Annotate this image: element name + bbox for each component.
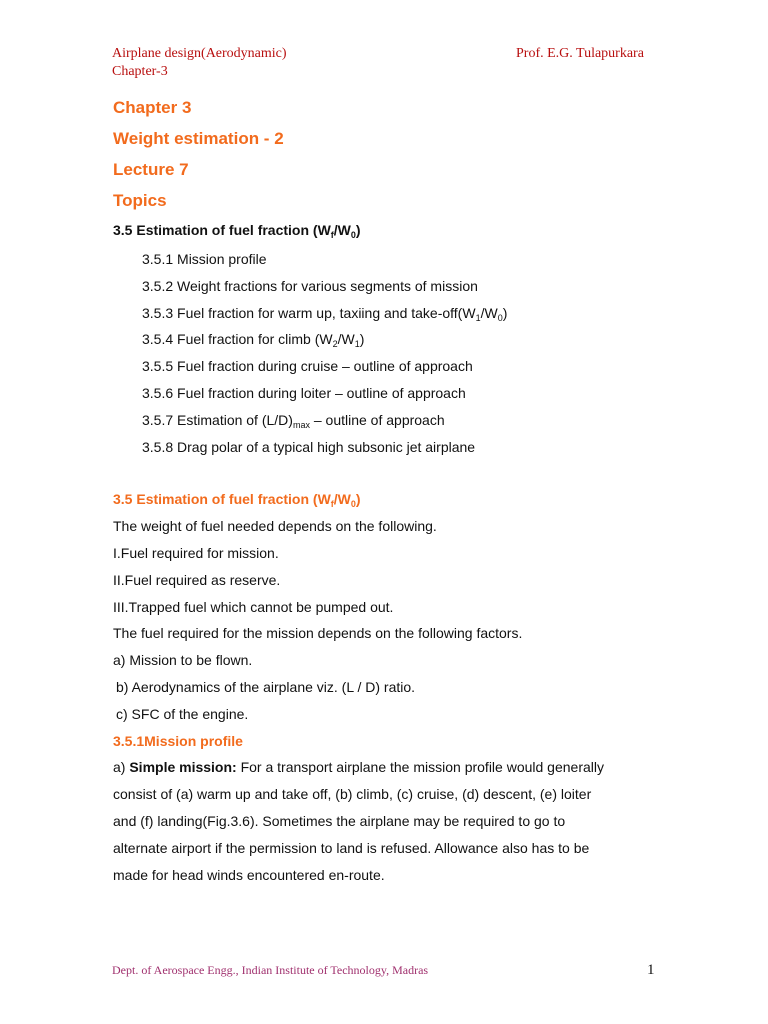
topic-main-heading: 3.5 Estimation of fuel fraction $(W_f/W_0)$ bbox=[113, 222, 361, 240]
lecture-heading: Lecture 7 bbox=[113, 160, 189, 179]
mission-line: made for head winds encountered en-route. bbox=[113, 867, 385, 884]
header-chapter-label: Chapter-3 bbox=[112, 64, 168, 79]
spacer bbox=[113, 460, 653, 486]
body-line: c) SFC of the engine. bbox=[116, 705, 249, 722]
header-course-title: Airplane design(Aerodynamic) bbox=[112, 46, 287, 61]
body-line: II.Fuel required as reserve. bbox=[113, 571, 281, 588]
topics-list bbox=[113, 246, 653, 460]
page-content bbox=[113, 92, 653, 889]
topic-item: 3.5.6 Fuel fraction during loiter – outline of approach bbox=[142, 384, 466, 401]
topic-item: 3.5.4 Fuel fraction for climb $(W_2/W_1)$ bbox=[142, 331, 365, 350]
topic-item: 3.5.3 Fuel fraction for warm up, taxiing and take-$off(W_1/W_0)$ bbox=[142, 304, 508, 323]
subsection-heading: 3.5.1Mission profile bbox=[113, 732, 243, 749]
body-line: a) Mission to be flown. bbox=[113, 652, 253, 669]
body-line: b) Aerodynamics of the airplane viz. (L / D) ratio. bbox=[116, 678, 416, 695]
topic-item: 3.5.1 Mission profile bbox=[142, 251, 267, 267]
topic-item: 3.5.5 Fuel fraction during cruise – outline of approach bbox=[142, 358, 473, 375]
topic-item: 3.5.2 Weight fractions for various segments of mission bbox=[142, 277, 478, 294]
body-line: The fuel required for the mission depends on the following factors. bbox=[113, 625, 523, 642]
body-line: The weight of fuel needed depends on the following. bbox=[113, 518, 437, 535]
body-line: III.Trapped fuel which cannot be pumped out. bbox=[113, 598, 394, 615]
chapter-title: Weight estimation - 2 bbox=[113, 129, 284, 148]
mission-line: consist of (a) warm up and take off, (b) climb, (c) cruise, (d) descent, (e) loiter bbox=[113, 786, 592, 803]
topics-heading: Topics bbox=[113, 191, 167, 210]
topic-item: 3.5.7 Estimation of $(L/D)_{max}$ – outline of approach bbox=[142, 411, 445, 430]
chapter-heading: Chapter 3 bbox=[113, 98, 192, 117]
topic-item: 3.5.8 Drag polar of a typical high subsonic jet airplane bbox=[142, 438, 476, 455]
mission-line: a) Simple mission: For a transport airplane the mission profile would generally bbox=[113, 759, 604, 776]
mission-line: alternate airport if the permission to land is refused. Allowance also has to be bbox=[113, 840, 590, 857]
mission-line: and (f) landing(Fig.3.6). Sometimes the airplane may be required to go to bbox=[113, 813, 566, 830]
header-author: Prof. E.G. Tulapurkara bbox=[516, 46, 644, 61]
page-number: 1 bbox=[647, 962, 655, 978]
body-line: I.Fuel required for mission. bbox=[113, 544, 279, 561]
section-heading: 3.5 Estimation of fuel fraction $(W_f/W_0)$ bbox=[113, 491, 361, 510]
footer-department: Dept. of Aerospace Engg., Indian Institute of Technology, Madras bbox=[112, 963, 429, 977]
